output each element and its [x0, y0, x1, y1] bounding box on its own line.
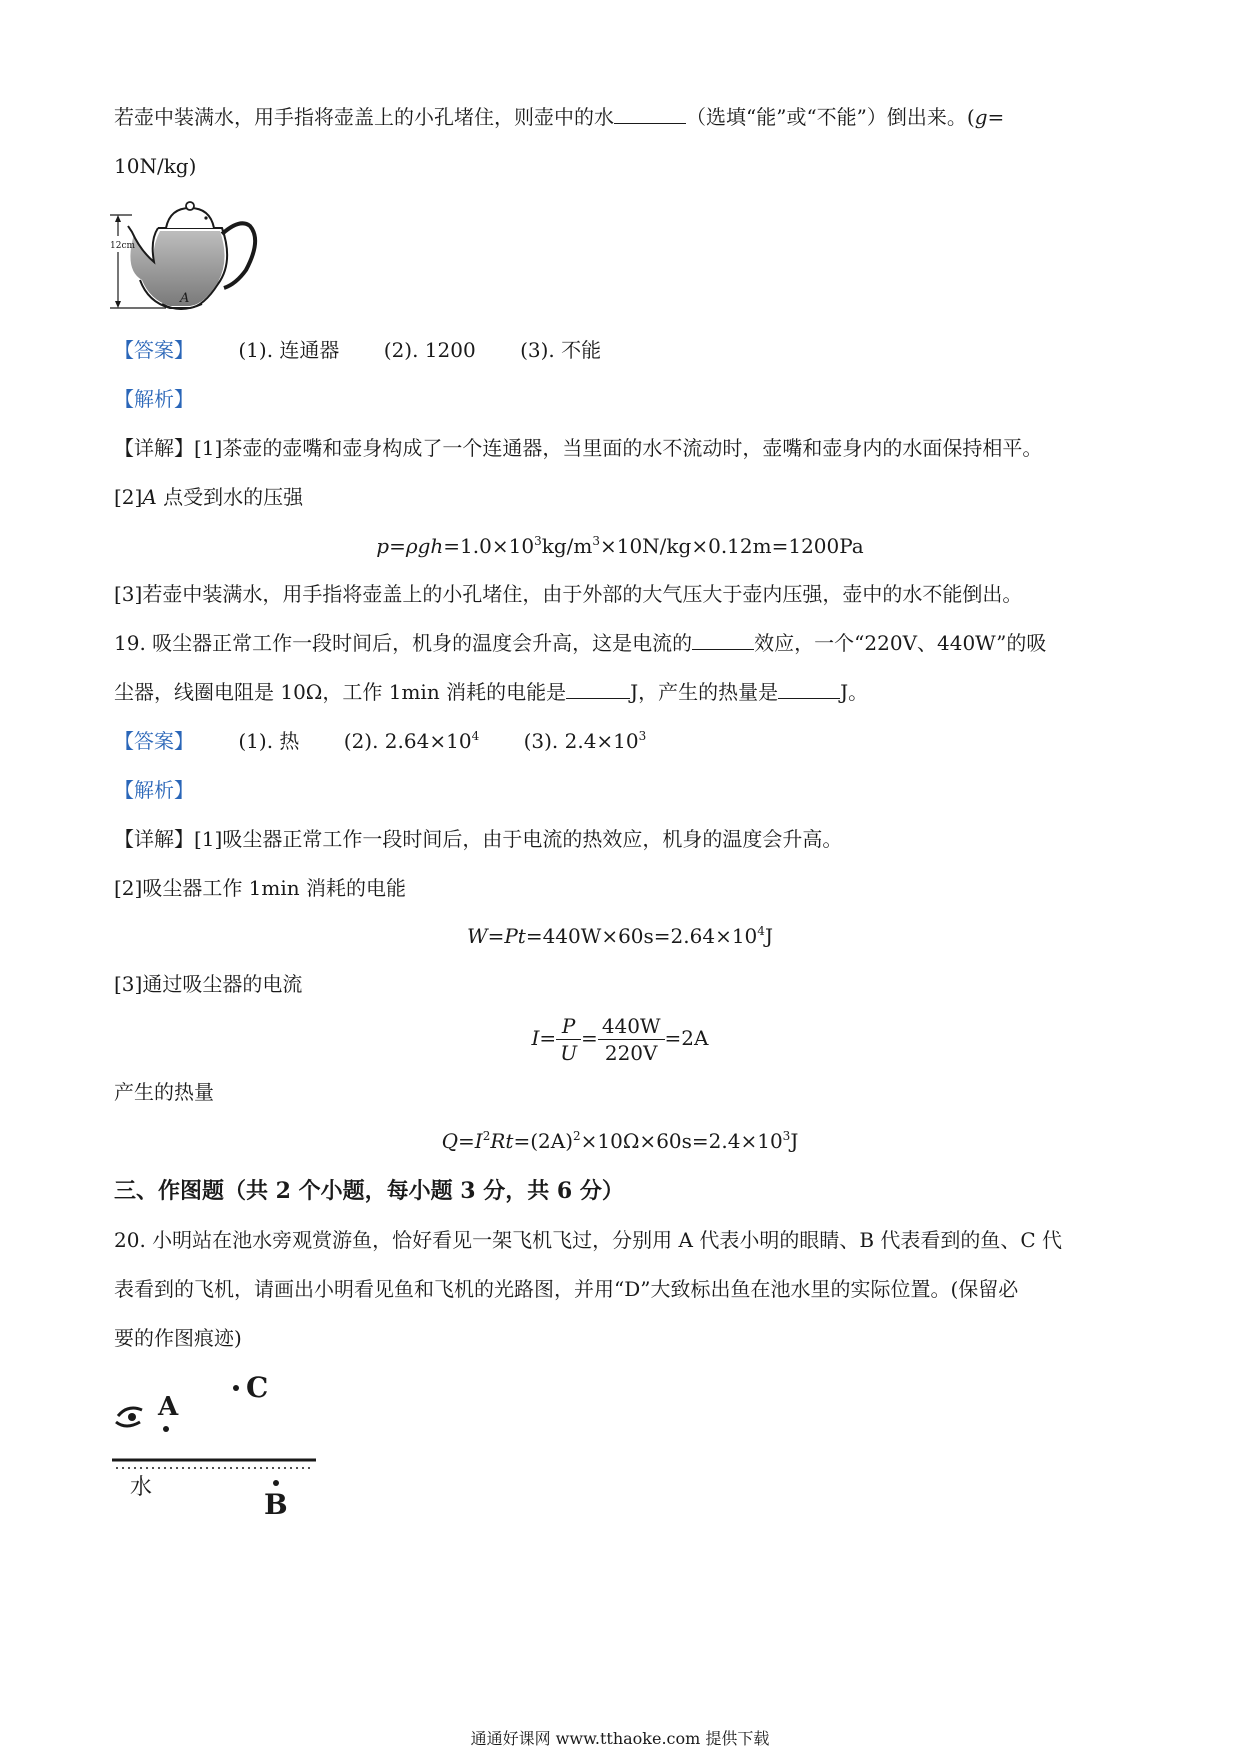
- fraction-440w-over-220v: $\frac{440W}{220V}$: [598, 1013, 665, 1066]
- point-c-dot: [233, 1385, 239, 1391]
- q19-question-line1: 19. 吸尘器正常工作一段时间后，机身的温度会升高，这是电流的 效应，一个“220V、440W”的吸: [114, 631, 1047, 655]
- point-a-dot: [163, 1426, 169, 1432]
- answer-blank: [614, 105, 686, 124]
- q18-part2: [2]A 点受到水的压强: [114, 485, 304, 509]
- q19-energy-formula: $W=Pt=440W\times 60s=2.64\times 10^4J$: [467, 924, 773, 948]
- q19-heat-formula: $Q=I^2Rt=(2A)^2\times 10\Omega\times 60s=2.4\times 10^3J$: [441, 1129, 799, 1153]
- teapot-figure: [110, 200, 280, 315]
- answer-blank: [566, 680, 630, 699]
- point-b-dot: [273, 1480, 279, 1486]
- q18-analysis-tag: 【解析】: [114, 387, 194, 411]
- q19-detail: 【详解】[1]吸尘器正常工作一段时间后，由于电流的热效应，机身的温度会升高。: [114, 827, 843, 851]
- q18-question-line2: 10N/kg): [114, 154, 197, 178]
- water-label: 水: [130, 1475, 153, 1500]
- point-b-label: B: [264, 1488, 288, 1520]
- q19-question-line2: 尘器，线圈电阻是 10Ω，工作 1min 消耗的电能是 J，产生的热量是 J。: [114, 680, 869, 704]
- q20-line2: 表看到的飞机，请画出小明看见鱼和飞机的光路图，并用“D”大致标出鱼在池水里的实际位置。(保留必: [114, 1277, 1019, 1301]
- q20-line1: 20. 小明站在池水旁观赏游鱼，恰好看见一架飞机飞过，分别用 A 代表小明的眼睛、B 代表看到的鱼、C 代: [114, 1228, 1063, 1252]
- q18-detail: 【详解】[1]茶壶的壶嘴和壶身构成了一个连通器，当里面的水不流动时，壶嘴和壶身内的水面保持相平。: [114, 436, 1043, 460]
- q20-line3: 要的作图痕迹): [114, 1326, 242, 1350]
- q19-current-formula: I= $\frac{P}{U}$ = $\frac{440W}{220V}$ =2A: [531, 1014, 709, 1065]
- eye-icon: [116, 1408, 142, 1426]
- q18-question-line1: 若壶中装满水，用手指将壶盖上的小孔堵住，则壶中的水 （选填“能”或“不能”）倒出来。(g=: [114, 105, 1005, 129]
- teapot-point-label: A: [180, 291, 190, 306]
- answer-blank: [778, 680, 840, 699]
- q19-part3: [3]通过吸尘器的电流: [114, 972, 303, 996]
- teapot-height-label: 12cm: [110, 241, 136, 251]
- q19-part2: [2]吸尘器工作 1min 消耗的电能: [114, 876, 407, 900]
- q19-heat-text: 产生的热量: [114, 1080, 214, 1104]
- fraction-p-over-u: $\frac{P}{U}$: [556, 1013, 581, 1066]
- q18-part3: [3]若壶中装满水，用手指将壶盖上的小孔堵住，由于外部的大气压大于壶内压强，壶中的水不能倒出。: [114, 582, 1023, 606]
- section-heading: 三、作图题（共 2 个小题，每小题 3 分，共 6 分）: [114, 1178, 624, 1204]
- page-footer: 通通好课网 www.tthaoke.com 提供下载: [470, 1729, 770, 1748]
- q18-pressure-formula: $p=\rho gh=1.0\times 10^3kg/m^3\times 10N/kg\times 0.12m=1200Pa$: [376, 534, 864, 558]
- point-a-label: A: [158, 1392, 179, 1422]
- answer-blank: [692, 631, 754, 650]
- q20-figure: [110, 1360, 320, 1520]
- q19-analysis-tag: 【解析】: [114, 778, 194, 802]
- q19-answer-line: 【答案】 (1). 热 (2). $2.64\times 10^4$ (3). $2.4\times 10^3$: [114, 729, 647, 753]
- q18-answer-line: 【答案】 (1). 连通器 (2). 1200 (3). 不能: [114, 338, 602, 362]
- point-c-label: C: [246, 1371, 269, 1404]
